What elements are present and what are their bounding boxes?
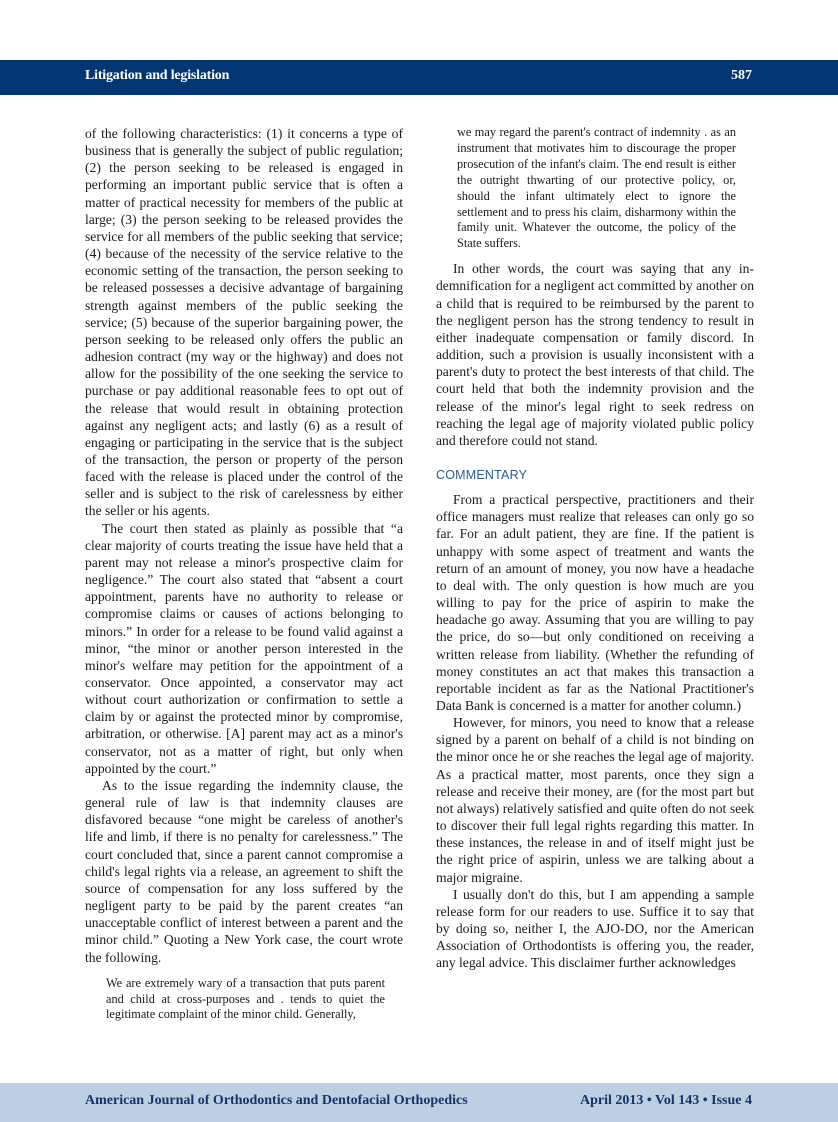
section-heading-commentary: COMMENTARY xyxy=(436,467,528,482)
left-column xyxy=(85,125,403,1023)
running-header xyxy=(0,60,838,95)
right-column xyxy=(436,125,754,972)
block-quote: We are extremely wary of a transaction that puts parent and child at cross-purposes and . tends to quiet the legitimate complaint of the minor child. Generally, xyxy=(106,975,385,1022)
paragraph: of the following characteristics: (1) it concerns a type of business that is generally the subject of public regulation; (2) the person seeking to be released is engaged in performing an important public service that is often a matter of practical necessity for members of the public at large; (3) the person seeking to be released provides the service for all members of the public seeking that service; (4) because of the necessity of the service relative to the economic setting of the transaction, the person seeking to be released possesses a decisive advantage of bargaining strength against members of the public seeking the service; (5) because of the superior bargaining power, the person seeking to be released only offers the public an adhesion contract (my way or the highway) and does not allow for the possibility of the one seeking the service to purchase or pay additional reasonable fees to opt out of the release that would result in obtaining protection against any negligent acts; and lastly (6) as a result of engaging or participating in the service that is the subject of the transaction, the person or property of the person faced with the release is placed under the control of the seller and is subject to the risk of carelessness by either the seller or his agents. xyxy=(85,126,403,519)
paragraph: I usually don't do this, but I am appending a sample release form for our readers to use. Suffice it to say that by doing so, neither I, the AJO-DO, nor the American Association of Orthodontists is offering you, the reader, any legal advice. This disclaimer further acknowledges xyxy=(436,886,754,971)
paragraph: As to the issue regarding the indemnity clause, the general rule of law is that indemnity clauses are disfavored because “one might be careless of another's life and limb, if there is no penalty for carelessness.” The court concluded that, since a parent cannot compromise a child's legal rights via a release, an agreement to shift the source of compensation for any loss suffered by the negligent party to be paid by the parent creates “an unacceptable conflict of interest between a parent and the minor child.” Quoting a New York case, the court wrote the following. xyxy=(85,777,403,965)
paragraph: From a practical perspective, practitioners and their office managers must realize that releases can only go so far. For an adult patient, they are fine. If the patient is unhappy with some aspect of treatment and wants the return of an amount of money, you now have a headache to deal with. The only question is how much are you willing to pay for the price of aspirin to make the headache go away. Assuming that you are willing to pay the price, do so—but only conditioned on receiving a written release from liability. (Whether the refunding of money constitutes an act that makes this transaction a reportable incident as far as the National Practitioner's Data Bank is concerned is a matter for another column.) xyxy=(436,492,754,713)
page-number: 587 xyxy=(731,68,752,83)
journal-name: American Journal of Orthodontics and Dentofacial Orthopedics xyxy=(85,1093,468,1108)
issue-info: April 2013 • Vol 143 • Issue 4 xyxy=(580,1093,752,1108)
block-quote: we may regard the parent's contract of indemnity . as an instrument that motivates him to discourage the proper prosecution of the infant's claim. The end result is either the outright thwarting of our protective policy, or, should the infant ultimately elect to ignore the settlement and to press his claim, disharmony within the family unit. Whatever the outcome, the policy of the State suffers. xyxy=(457,125,736,251)
paragraph: In other words, the court was saying that any indemnification for a negligent act committed by another on a child that is required to be reimbursed by the parent to the negligent person has the strong tendency to result in either inadequate compensation or family discord. In addition, such a provision is usually inconsistent with a parent's duty to protect the best interests of that child. The court held that both the indemnity provision and the release of the minor's legal right to seek redress on reaching the legal age of majority violated public policy and therefore could not stand. xyxy=(436,261,754,448)
running-footer xyxy=(0,1083,838,1122)
section-title: Litigation and legislation xyxy=(85,68,230,83)
paragraph: The court then stated as plainly as possible that “a clear majority of courts treating the issue have held that a parent may not release a minor's prospective claim for negligence.” The court also stated that “absent a court appointment, parents have no authority to release or compromise claims or causes of actions belonging to minors.” In order for a release to be found valid against a minor, “the minor or another person interested in the minor's welfare may petition for the appointment of a conservator. Once appointed, a conservator may act without court authorization or confirmation to settle a claim by or against the protected minor by compromise, arbitration, or otherwise. [A] parent may act as a minor's conservator, not as a matter of right, but only when appointed by the court.” xyxy=(85,520,403,776)
paragraph: However, for minors, you need to know that a release signed by a parent on behalf of a child is not binding on the minor once he or she reaches the legal age of majority. As a practical matter, most parents, once they sign a release and receive their money, are (for the most part but not always) relatively satisfied and quite often do not seek to discover their full legal rights regarding this matter. In these instances, the release in and of itself might just be the right price of aspirin, unless we are talking about a major migraine. xyxy=(436,715,754,885)
